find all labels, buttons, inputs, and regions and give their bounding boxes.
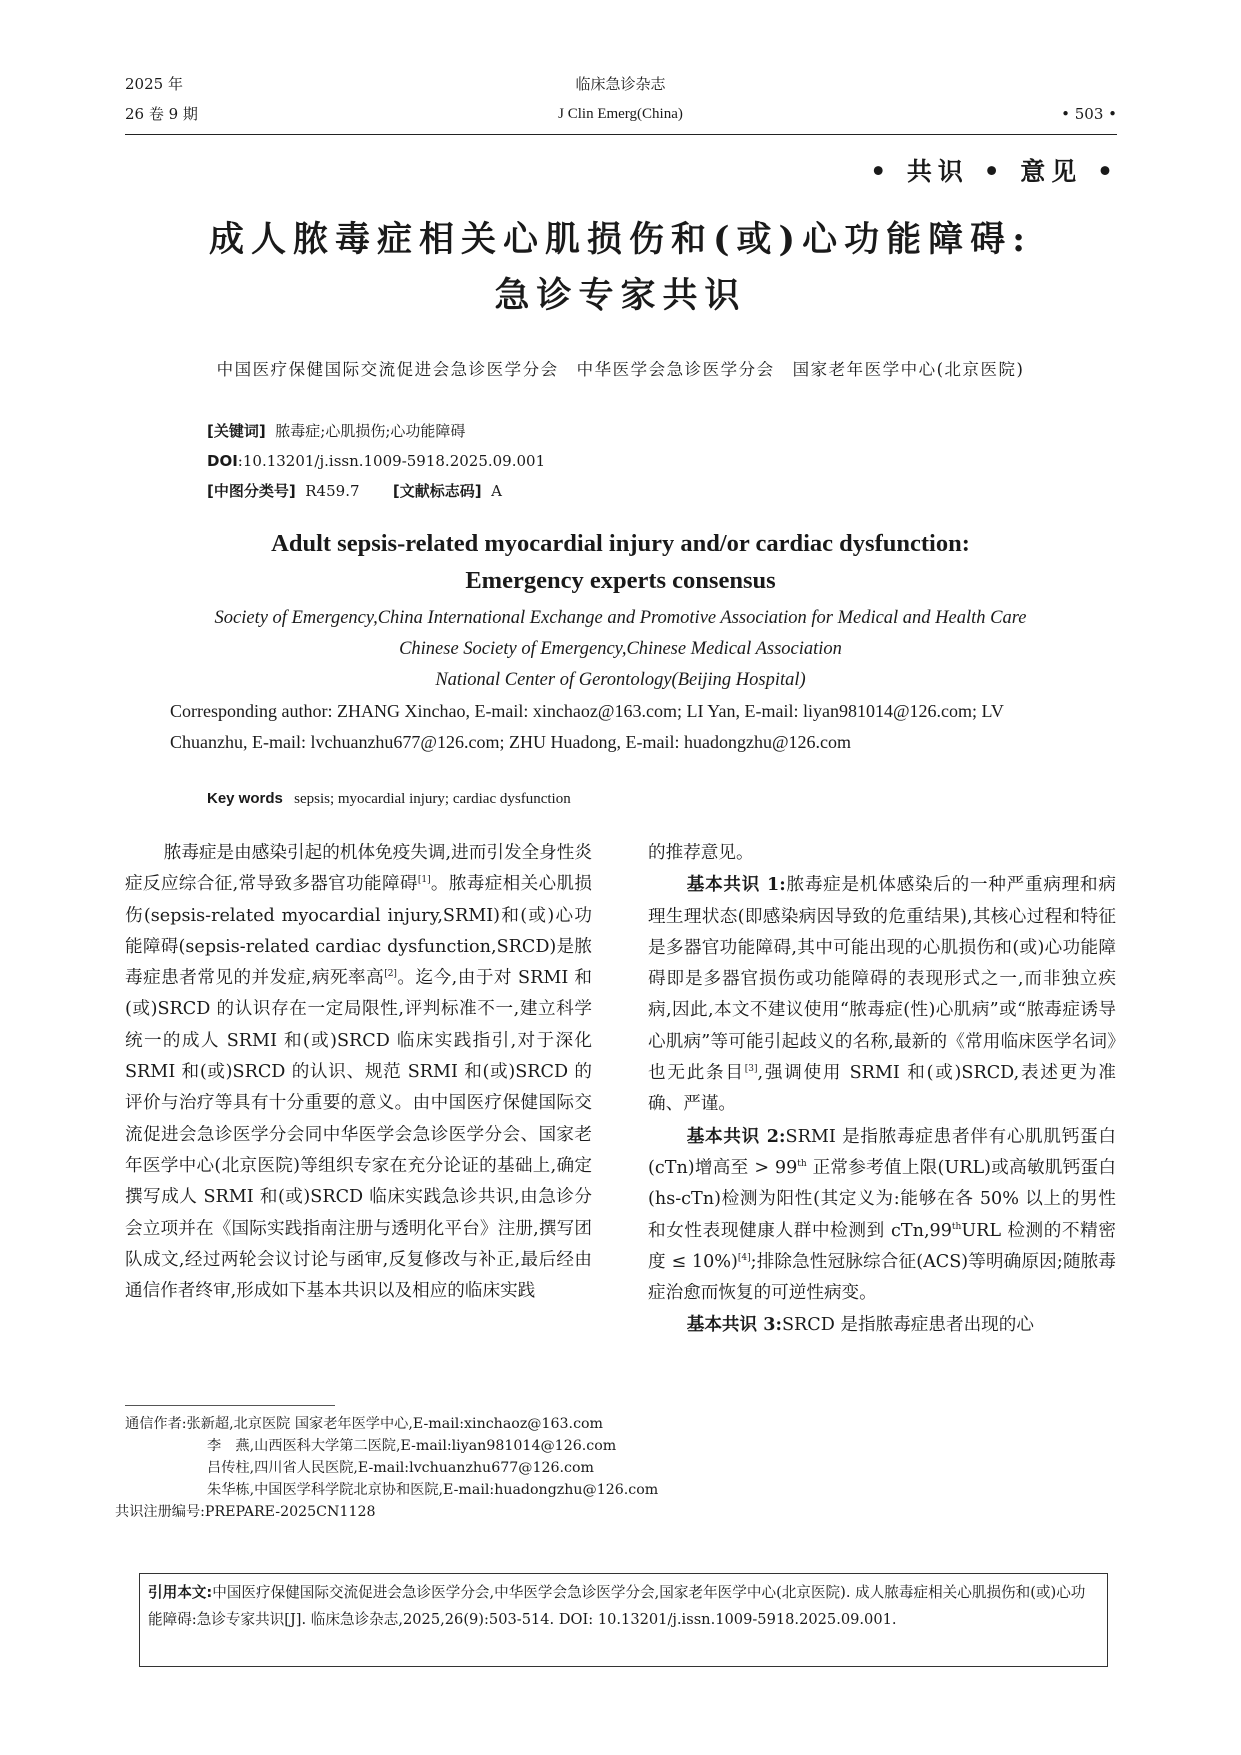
keywords-cn-text: 脓毒症;心肌损伤;心功能障碍 [275, 422, 466, 440]
keywords-en-text: sepsis; myocardial injury; cardiac dysfunction [294, 791, 571, 807]
header-volume-issue: 26 卷 9 期 [125, 105, 198, 123]
consensus-2-text-a: SRMI 是指脓毒症患者伴有心肌肌钙蛋白(cTn)增高至 > 99 [648, 1126, 1116, 1178]
keywords-en [207, 790, 571, 808]
affiliation-en-3: National Center of Gerontology(Beijing Hospital) [435, 670, 806, 690]
citation-ref-4[interactable]: [4] [737, 1253, 751, 1263]
body-column-right [648, 838, 1116, 1342]
consensus-3-label: 基本共识 3: [686, 1314, 782, 1336]
intro-text-a: 脓毒症是由感染引起的机体免疫失调,进而引发全身性炎症反应综合征,常导致多器官功能障碍 [125, 843, 592, 895]
consensus-3 [648, 1309, 1116, 1341]
citation-ref-2[interactable]: [2] [384, 969, 397, 980]
footnote-corr-label: 通信作者: [125, 1416, 187, 1432]
title-cn-line2: 急诊专家共识 [494, 275, 747, 316]
citation-label: 引用本文: [148, 1584, 213, 1601]
consensus-2 [648, 1121, 1116, 1310]
footnote-corr-3: 吕传柱,四川省人民医院,E-mail:lvchuanzhu677@126.com [207, 1460, 594, 1476]
doi-line [207, 446, 545, 476]
consensus-1-label: 基本共识 1: [686, 874, 786, 896]
header-rule [125, 134, 1117, 135]
affiliation-en-2: Chinese Society of Emergency,Chinese Medical Association [399, 639, 842, 659]
corresponding-author-en: Corresponding author: ZHANG Xinchao, E-mail: xinchaoz@163.com; LI Yan, E-mail: liyan981014@126.com; LV Chuanzhu, E-mail: lvchuanzhu677@126.com; ZHU Huadong, E-mail: huadongzhu@126.com [170, 701, 1004, 752]
intro-text-c: 。迄今,由于对 SRMI 和(或)SRCD 的认识存在一定局限性,评判标准不一,建立科学统一的成人 SRMI 和(或)SRCD 临床实践指引,对于深化 SRMI 和(或)SRCD 的认识、规范 SRMI 和(或)SRCD 的评价与治疗等具有十分重要的意义。由中国医疗保健国际交流促进会急诊医学分会同中华医学会急诊医学分会、国家老年医学中心(北京医院)等组织专家在充分论证的基础上,确定撰写成人 SRMI 和(或)SRCD 临床实践急诊共识,由急诊分会立项并在《国际实践指南注册与透明化平台》注册,撰写团队成文,经过两轮会议讨论与函审,反复修改与补正,最后经由通信作者终审,形成如下基本共识以及相应的临床实践 [125, 968, 592, 1302]
footnotes [115, 1413, 659, 1523]
header-year: 2025 年 [125, 75, 183, 93]
footnote-corr-4: 朱华栋,中国医学科学院北京协和医院,E-mail:huadongzhu@126.com [207, 1482, 659, 1498]
section-tag: • 共识 • 意见 • [870, 157, 1119, 186]
footnote-rule [125, 1405, 335, 1406]
footnote-corr-text-1: 张新超,北京医院 国家老年医学中心,E-mail:xinchaoz@163.com [186, 1416, 604, 1432]
intro-text-b: 。脓毒症相关心肌损伤(sepsis-related myocardial injury,SRMI)和(或)心功能障碍(sepsis-related cardiac dysfunction,SRCD)是脓毒症患者常见的并发症,病死率高 [125, 874, 592, 989]
superscript-th-2: th [951, 1221, 962, 1232]
consensus-2-text-d: ;排除急性冠脉综合征(ACS)等明确原因;随脓毒症治愈而恢复的可逆性病变。 [648, 1251, 1116, 1304]
consensus-3-text: SRCD 是指脓毒症患者出现的心 [781, 1315, 1034, 1336]
citation-text-block [148, 1579, 1098, 1633]
consensus-2-label: 基本共识 2: [686, 1125, 786, 1147]
keywords-cn-label: [关键词] [207, 422, 266, 440]
citation-text: 中国医疗保健国际交流促进会急诊医学分会,中华医学会急诊医学分会,国家老年医学中心(北京医院). 成人脓毒症相关心肌损伤和(或)心功能障碍:急诊专家共识[J]. 临床急诊杂志,2025,26(9):503-514. DOI: 10.13201/j.issn.1009-5918.2025.09.001. [148, 1584, 1086, 1628]
header-journal-cn: 临床急诊杂志 [575, 75, 666, 93]
consensus-2-text-b: 正常参考值上限(URL)或高敏肌钙蛋白(hs-cTn)检测为阳性(其定义为:能够在各 50% 以上的男性和女性表现健康人群中检测到 cTn,99 [648, 1157, 1116, 1241]
doc-code-label: [文献标志码] [392, 482, 482, 500]
title-en-line1: Adult sepsis-related myocardial injury and/or cardiac dysfunction: [271, 530, 970, 557]
keywords-cn [207, 416, 465, 446]
authors-cn: 中国医疗保健国际交流促进会急诊医学分会 中华医学会急诊医学分会 国家老年医学中心(北京医院) [216, 360, 1025, 379]
clc-text: R459.7 [305, 482, 360, 500]
title-en-line2: Emergency experts consensus [465, 567, 776, 594]
footnote-registration: 共识注册编号:PREPARE-2025CN1128 [115, 1504, 376, 1520]
doc-code-text: A [491, 482, 503, 500]
superscript-th-1: th [797, 1159, 807, 1170]
doi-label: DOI [207, 452, 238, 470]
consensus-2-text-c: URL 检测的不精密度 ≤ 10%) [648, 1220, 1116, 1272]
header-journal-en: J Clin Emerg(China) [558, 106, 683, 122]
consensus-1 [648, 869, 1116, 1120]
citation-ref-3[interactable]: [3] [744, 1064, 758, 1075]
classification-line [207, 476, 502, 506]
title-cn-line1: 成人脓毒症相关心肌损伤和(或)心功能障碍: [208, 219, 1033, 260]
consensus-1-text-a: 脓毒症是机体感染后的一种严重病理和病理生理状态(即感染病因导致的危重结果),其核心过程和特征是多器官功能障碍,其中可能出现的心肌损伤和(或)心功能障碍即是多器官损伤或功能障碍的表现形式之一,而非独立疾病,因此,本文不建议使用“脓毒症(性)心肌病”或“脓毒症诱导心肌病”等可能引起歧义的名称,最新的《常用临床医学名词》也无此条目 [648, 875, 1116, 1084]
body-column-left [125, 838, 592, 1307]
footnote-corr-2: 李 燕,山西医科大学第二医院,E-mail:liyan981014@126.com [207, 1438, 617, 1454]
clc-label: [中图分类号] [207, 482, 296, 500]
doi-text: :10.13201/j.issn.1009-5918.2025.09.001 [237, 452, 546, 470]
consensus-1-text-b: ,强调使用 SRMI 和(或)SRCD,表述更为准确、严谨。 [648, 1063, 1116, 1115]
footnote-corr-1 [125, 1413, 658, 1435]
citation-ref-1[interactable]: [1] [417, 875, 431, 886]
header-page-number: • 503 • [1061, 105, 1117, 123]
keywords-en-label: Key words [207, 790, 283, 807]
intro-paragraph [125, 838, 592, 1307]
affiliation-en-1: Society of Emergency,China International Exchange and Promotive Association for Medical and Health Care [214, 608, 1027, 628]
intro-continued: 的推荐意见。 [648, 843, 754, 863]
